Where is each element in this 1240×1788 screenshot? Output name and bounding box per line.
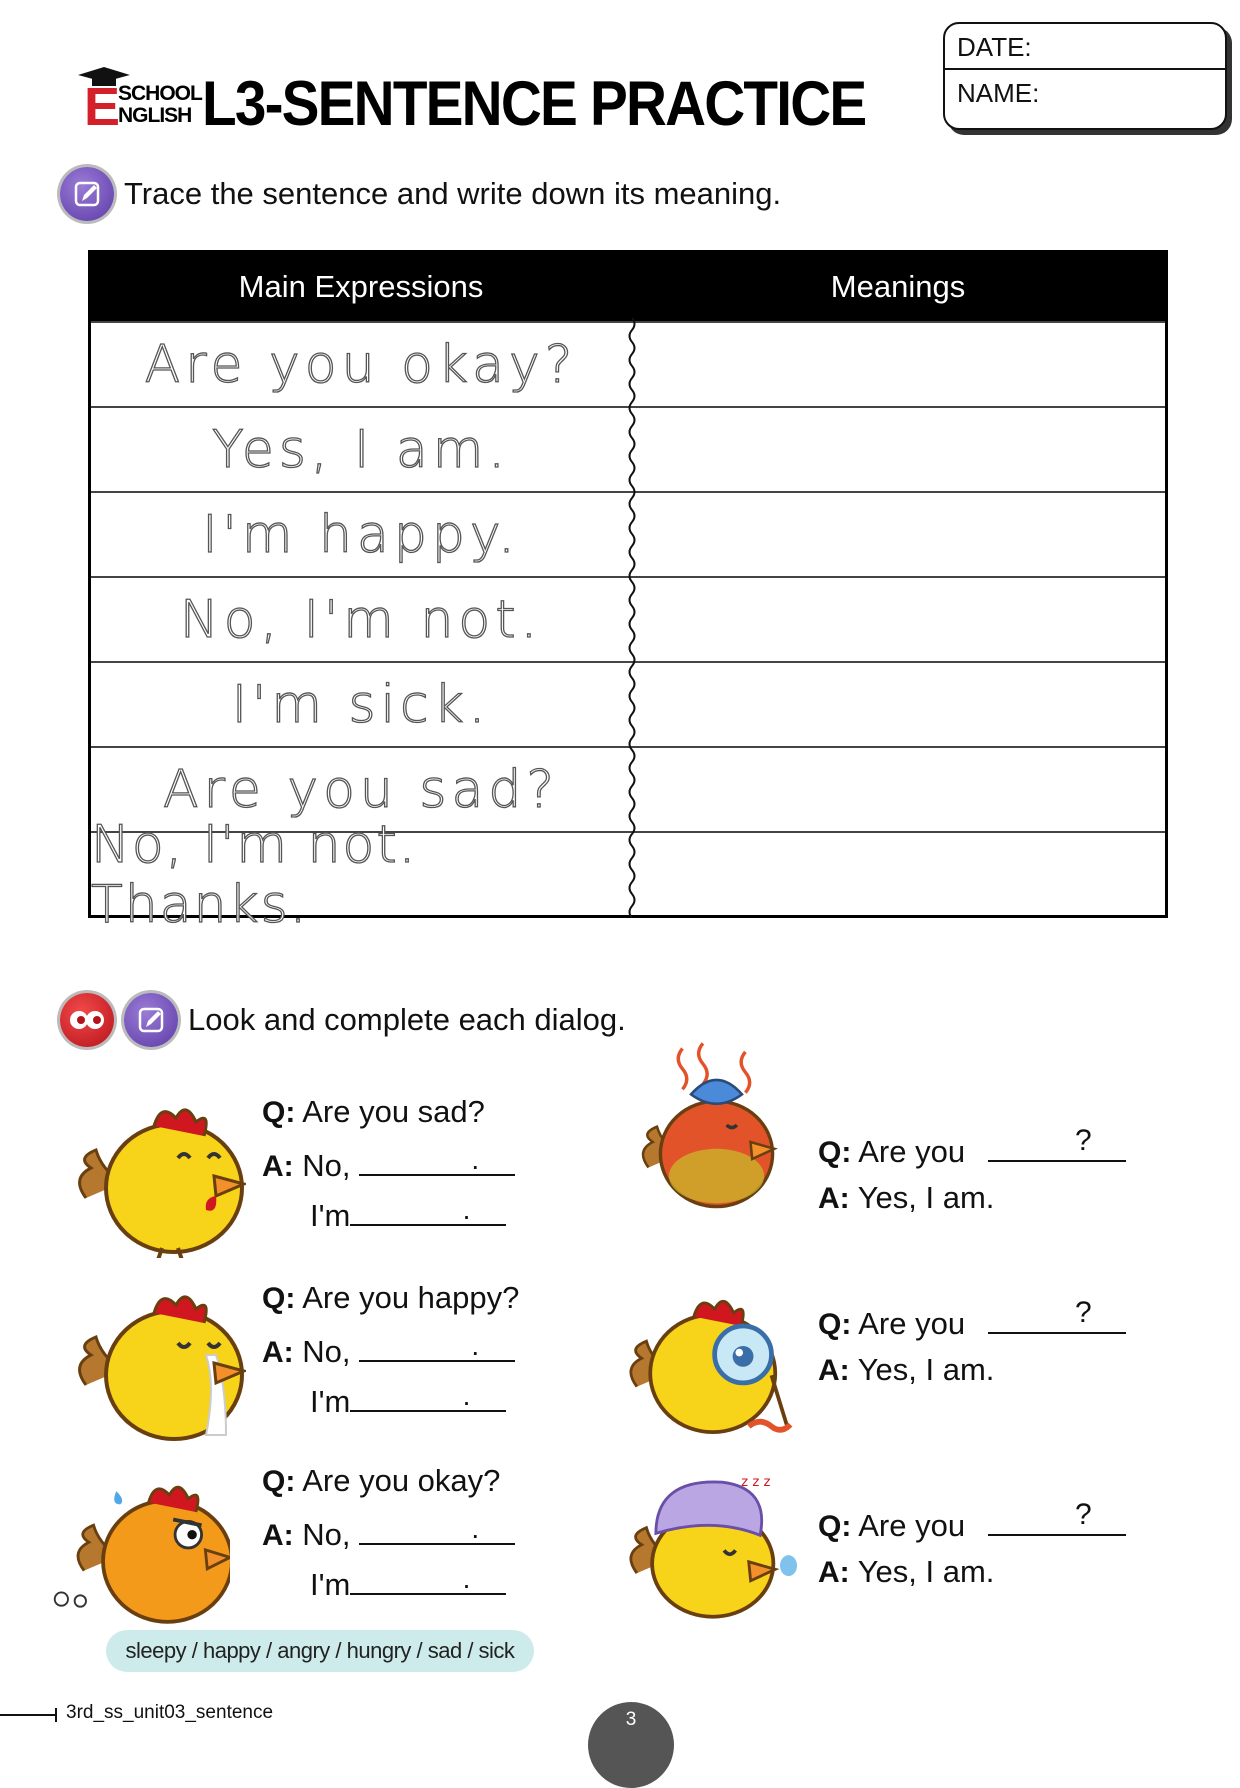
q-label: Q: bbox=[818, 1308, 852, 1341]
angry-chick-icon bbox=[50, 1462, 230, 1632]
footer-code: 3rd_ss_unit03_sentence bbox=[66, 1702, 274, 1723]
logo-text-school: SCHOOL bbox=[118, 82, 202, 105]
q-label: Q: bbox=[262, 1465, 296, 1498]
meaning-cell[interactable] bbox=[631, 408, 1165, 491]
meaning-cell[interactable] bbox=[631, 323, 1165, 406]
sick-chick-icon bbox=[618, 1040, 798, 1210]
page-number: 3 bbox=[588, 1702, 674, 1788]
meaning-cell[interactable] bbox=[631, 493, 1165, 576]
meaning-cell[interactable] bbox=[631, 748, 1165, 831]
a-label: A: bbox=[818, 1182, 850, 1215]
date-field[interactable] bbox=[945, 24, 1225, 70]
answer-blank[interactable] bbox=[350, 1194, 506, 1226]
header-meanings: Meanings bbox=[830, 269, 966, 304]
a-label: A: bbox=[818, 1556, 850, 1589]
pencil-icon bbox=[124, 993, 178, 1047]
answer-blank[interactable] bbox=[988, 1296, 1126, 1334]
section1-heading bbox=[60, 167, 781, 221]
school-english-logo bbox=[72, 66, 202, 137]
eyes-icon bbox=[60, 993, 114, 1047]
answer-blank[interactable] bbox=[359, 1513, 515, 1545]
trace-sentence[interactable]: Are you sad? bbox=[163, 759, 559, 820]
q-label: Q: bbox=[818, 1510, 852, 1543]
question-text: Are you bbox=[858, 1306, 966, 1341]
answer-blank[interactable] bbox=[359, 1144, 515, 1176]
date-label: DATE: bbox=[957, 32, 1032, 62]
footer-rule bbox=[0, 1714, 56, 1716]
meaning-cell[interactable] bbox=[631, 833, 1165, 916]
answer-text: Yes, I am. bbox=[857, 1180, 995, 1215]
logo-text-english: NGLISH bbox=[118, 104, 192, 127]
a-label: A: bbox=[262, 1519, 294, 1552]
trace-sentence[interactable]: Are you okay? bbox=[144, 334, 578, 395]
question-text: Are you happy? bbox=[302, 1280, 520, 1315]
trace-sentence[interactable]: Yes, I am. bbox=[212, 419, 510, 480]
section2-instruction: Look and complete each dialog. bbox=[188, 1002, 626, 1037]
answer-blank[interactable] bbox=[350, 1563, 506, 1595]
table-header bbox=[91, 253, 1165, 321]
trace-sentence[interactable]: No, I'm not. bbox=[179, 589, 543, 650]
a-label: A: bbox=[818, 1354, 850, 1387]
question-text: Are you sad? bbox=[302, 1094, 485, 1129]
period: . bbox=[471, 1144, 480, 1175]
period: . bbox=[462, 1380, 471, 1411]
question-text: Are you okay? bbox=[302, 1463, 501, 1498]
question-mark: ? bbox=[1075, 1498, 1092, 1531]
header-main-expressions: Main Expressions bbox=[238, 269, 484, 304]
question-text: Are you bbox=[858, 1134, 966, 1169]
answer-blank[interactable] bbox=[988, 1124, 1126, 1162]
answer-text: I'm bbox=[310, 1384, 351, 1419]
answer-text: No, bbox=[302, 1148, 351, 1183]
question-mark: ? bbox=[1075, 1124, 1092, 1157]
answer-text: Yes, I am. bbox=[857, 1352, 995, 1387]
trace-sentence[interactable]: No, I'm not. Thanks. bbox=[91, 814, 418, 935]
page-title: L3-SENTENCE PRACTICE bbox=[202, 69, 866, 139]
q-label: Q: bbox=[262, 1282, 296, 1315]
crying-chick-icon bbox=[66, 1275, 246, 1445]
smiling-chick-icon bbox=[66, 1088, 246, 1258]
q-label: Q: bbox=[818, 1136, 852, 1169]
date-name-box bbox=[943, 22, 1227, 130]
period: . bbox=[462, 1563, 471, 1594]
answer-text: No, bbox=[302, 1517, 351, 1552]
name-label: NAME: bbox=[957, 78, 1040, 108]
answer-text: No, bbox=[302, 1334, 351, 1369]
section1-instruction: Trace the sentence and write down its meaning. bbox=[124, 176, 782, 211]
question-mark: ? bbox=[1075, 1296, 1092, 1329]
question-text: Are you bbox=[858, 1508, 966, 1543]
svg-text:z z z: z z z bbox=[741, 1475, 771, 1490]
name-field[interactable] bbox=[945, 70, 1225, 122]
answer-blank[interactable] bbox=[988, 1498, 1126, 1536]
trace-sentence[interactable]: I'm happy. bbox=[202, 504, 520, 565]
word-bank: sleepy / happy / angry / hungry / sad / sick bbox=[106, 1630, 534, 1672]
answer-text: I'm bbox=[310, 1198, 351, 1233]
trace-sentence[interactable]: I'm sick. bbox=[231, 674, 491, 735]
logo-letter: E bbox=[84, 77, 121, 137]
q-label: Q: bbox=[262, 1096, 296, 1129]
answer-text: Yes, I am. bbox=[857, 1554, 995, 1589]
a-label: A: bbox=[262, 1150, 294, 1183]
footer-rule-tick bbox=[55, 1708, 57, 1722]
hungry-chick-icon bbox=[618, 1278, 798, 1448]
answer-blank[interactable] bbox=[350, 1380, 506, 1412]
trace-table bbox=[88, 250, 1168, 935]
period: . bbox=[471, 1513, 480, 1544]
pencil-icon bbox=[60, 167, 114, 221]
a-label: A: bbox=[262, 1336, 294, 1369]
wavy-column-divider bbox=[626, 318, 638, 918]
answer-text: I'm bbox=[310, 1567, 351, 1602]
sleepy-chick-icon bbox=[618, 1455, 798, 1625]
answer-blank[interactable] bbox=[359, 1330, 515, 1362]
meaning-cell[interactable] bbox=[631, 578, 1165, 661]
section2-heading bbox=[60, 993, 626, 1047]
meaning-cell[interactable] bbox=[631, 663, 1165, 746]
period: . bbox=[471, 1330, 480, 1361]
period: . bbox=[462, 1194, 471, 1225]
